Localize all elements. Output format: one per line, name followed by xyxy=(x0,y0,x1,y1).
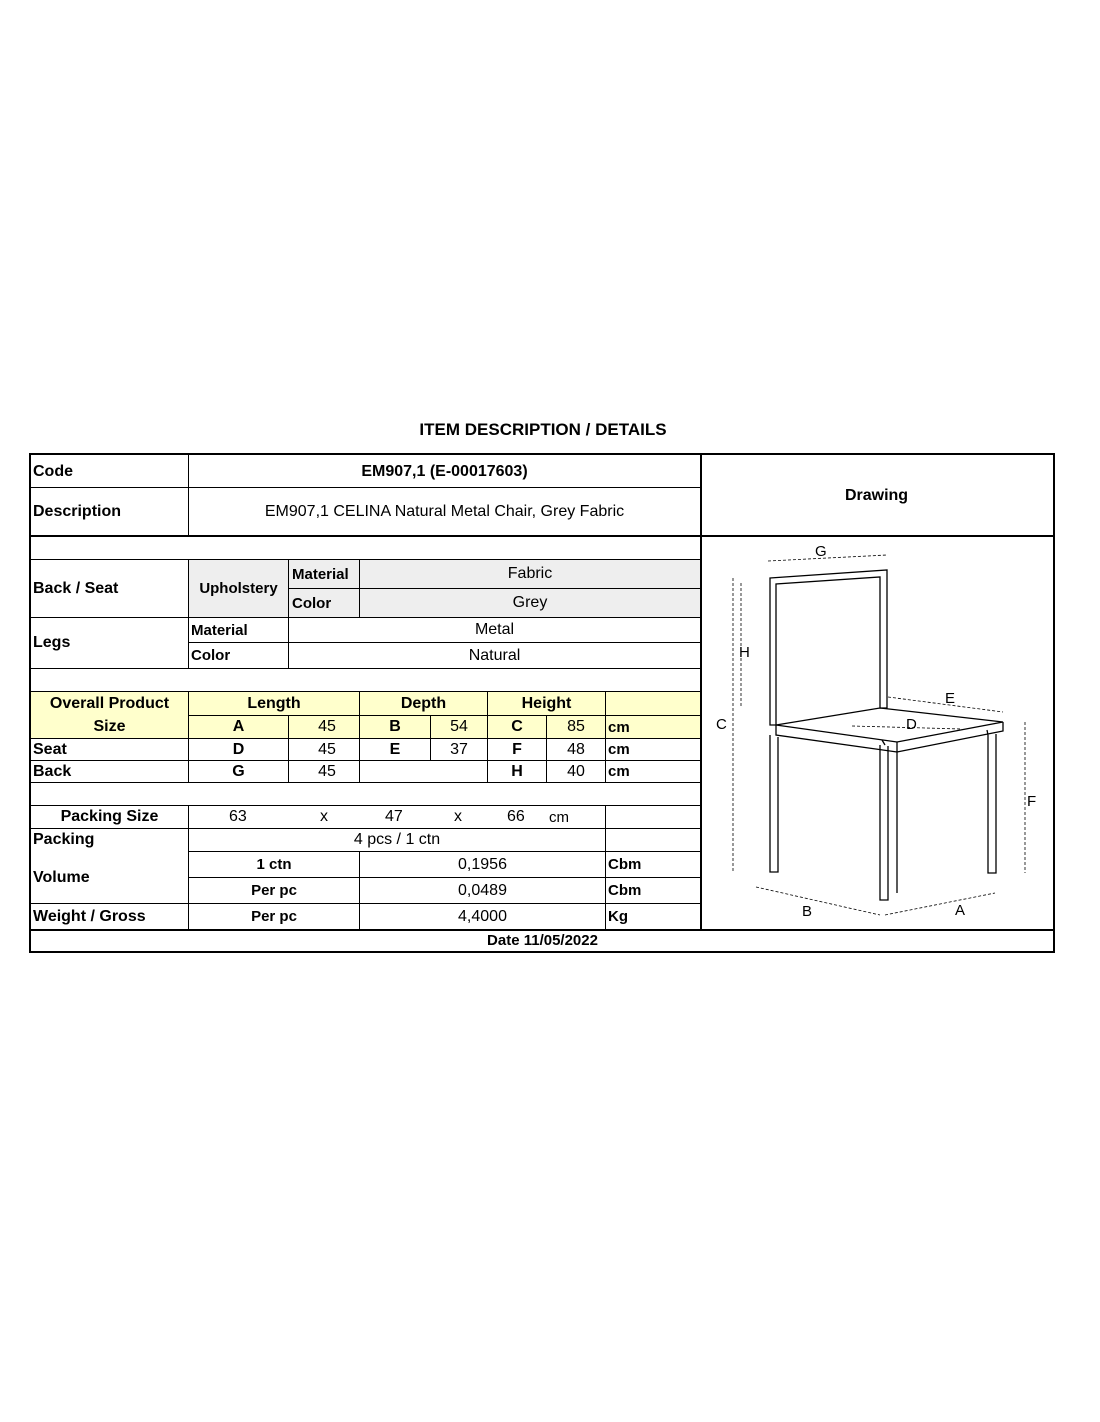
legs-color-value: Natural xyxy=(468,646,521,664)
back-seat-color-value: Grey xyxy=(512,594,548,611)
volume-label: Volume xyxy=(33,868,90,886)
overall-size-label: Size xyxy=(93,717,126,735)
back-seat-material-label: Material xyxy=(292,565,349,583)
description-label: Description xyxy=(33,502,122,520)
packing-size-unit: cm xyxy=(549,808,569,826)
legs-label: Legs xyxy=(33,634,71,651)
back-label: Back xyxy=(33,762,72,780)
packing-label: Packing xyxy=(33,831,95,848)
dim-d-value: 45 xyxy=(318,740,336,758)
dim-f-value: 48 xyxy=(567,740,585,758)
legs-color-label: Color xyxy=(191,647,231,664)
dim-e-label: E xyxy=(389,740,401,758)
length-header: Length xyxy=(247,694,301,712)
code-label: Code xyxy=(33,462,73,480)
letter-g: G xyxy=(815,543,827,560)
volume-pc-value: 0,0489 xyxy=(458,881,507,899)
dim-e-value: 37 xyxy=(450,740,468,758)
dim-line-g xyxy=(768,555,887,561)
dim-c-label: C xyxy=(511,718,523,735)
weight-label: Weight / Gross xyxy=(33,907,146,925)
height-header: Height xyxy=(521,694,572,712)
volume-ctn-unit: Cbm xyxy=(608,856,642,873)
code-value: EM907,1 (E-00017603) xyxy=(361,462,528,480)
dim-b-value: 54 xyxy=(450,718,468,735)
weight-value: 4,4000 xyxy=(458,907,507,925)
packing-size-x1: x xyxy=(320,808,328,825)
letter-b: B xyxy=(802,903,813,920)
volume-pc-label: Per pc xyxy=(251,882,297,899)
dim-d-label: D xyxy=(232,740,245,758)
packing-value: 4 pcs / 1 ctn xyxy=(353,831,441,848)
volume-pc-unit: Cbm xyxy=(608,882,642,899)
back-unit: cm xyxy=(608,763,630,780)
letter-d: D xyxy=(906,716,917,733)
sheet-title: ITEM DESCRIPTION / DETAILS xyxy=(419,420,667,439)
packing-size-label: Packing Size xyxy=(60,808,159,825)
letter-h: H xyxy=(739,644,750,661)
dim-h-label: H xyxy=(511,762,523,780)
back-seat-material-value: Fabric xyxy=(507,565,553,582)
upholstery-label: Upholstery xyxy=(199,580,278,597)
dim-c-value: 85 xyxy=(567,718,585,735)
weight-unit: Kg xyxy=(608,908,628,925)
description-value: EM907,1 CELINA Natural Metal Chair, Grey Fabric xyxy=(264,502,625,520)
volume-ctn-value: 0,1956 xyxy=(458,855,507,873)
packing-size-length: 63 xyxy=(229,808,247,825)
weight-per-label: Per pc xyxy=(251,908,297,925)
overall-product-label: Overall Product xyxy=(49,694,170,712)
packing-size-height: 66 xyxy=(507,808,525,825)
dim-g-value: 45 xyxy=(318,762,336,780)
dim-line-a xyxy=(885,893,995,915)
dim-f-label: F xyxy=(512,740,522,758)
legs-material-value: Metal xyxy=(474,621,515,638)
back-seat-label: Back / Seat xyxy=(33,579,119,597)
seat-unit: cm xyxy=(608,741,630,758)
overall-unit: cm xyxy=(608,718,630,736)
date-footer: Date 11/05/2022 xyxy=(487,932,598,949)
letter-f: F xyxy=(1027,793,1037,810)
back-seat-color-label: Color xyxy=(292,594,332,612)
packing-size-width: 47 xyxy=(385,808,403,825)
letter-c: C xyxy=(716,716,727,733)
dim-a-value: 45 xyxy=(318,718,336,735)
depth-header: Depth xyxy=(400,694,447,712)
letter-a: A xyxy=(955,902,966,919)
dim-a-label: A xyxy=(232,718,245,735)
legs-material-label: Material xyxy=(191,621,248,639)
seat-label: Seat xyxy=(33,740,67,758)
dim-b-label: B xyxy=(389,718,401,735)
volume-ctn-label: 1 ctn xyxy=(256,856,292,873)
dim-line-b xyxy=(756,887,880,915)
letter-e: E xyxy=(945,690,956,707)
drawing-label: Drawing xyxy=(844,486,909,504)
dim-h-value: 40 xyxy=(567,762,585,780)
packing-size-x2: x xyxy=(454,808,462,825)
dim-g-label: G xyxy=(232,762,245,780)
